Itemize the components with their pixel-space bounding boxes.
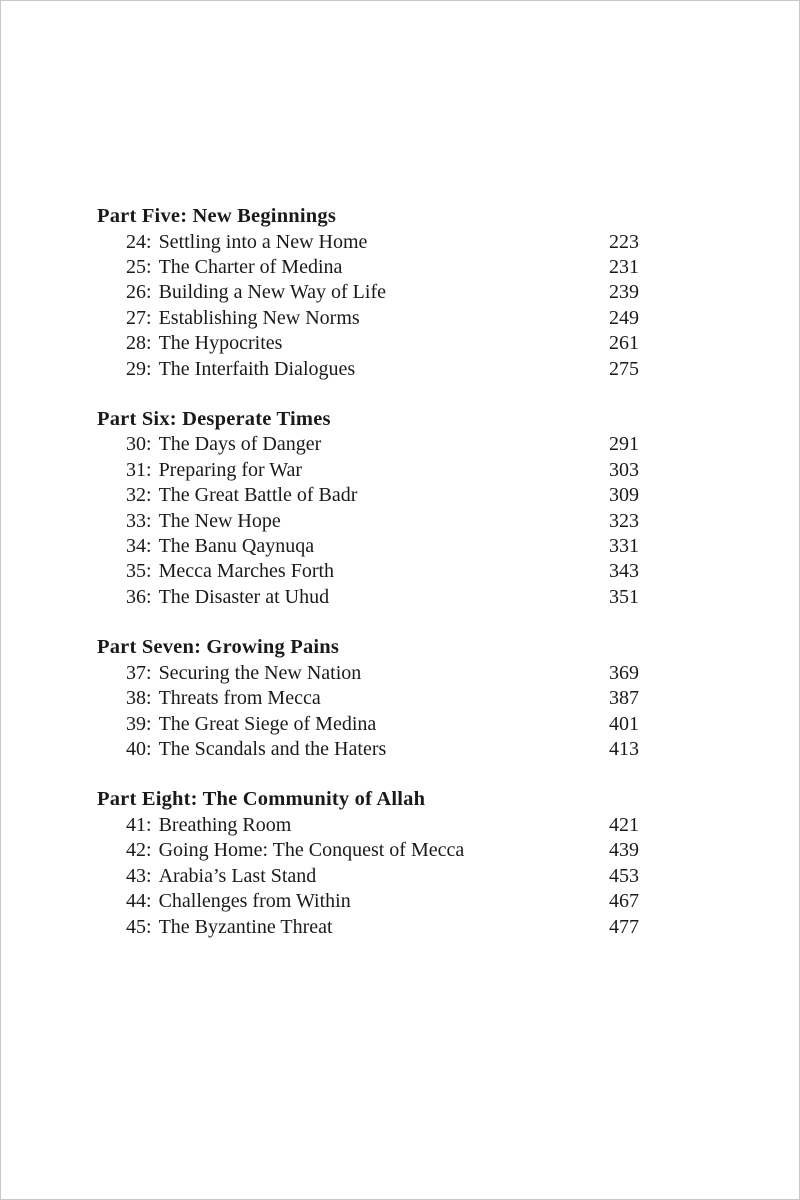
chapter-label bbox=[97, 712, 376, 737]
chapter-label bbox=[97, 864, 316, 889]
toc-section bbox=[97, 635, 639, 762]
page-number: 249 bbox=[609, 306, 639, 329]
page-number: 239 bbox=[609, 281, 639, 304]
page-number: 467 bbox=[609, 890, 639, 913]
chapter-number: 44: bbox=[126, 890, 152, 913]
page-number: 351 bbox=[609, 585, 639, 608]
toc-entry bbox=[97, 331, 639, 356]
chapter-label bbox=[97, 230, 367, 255]
toc-entry bbox=[97, 432, 639, 457]
chapter-label bbox=[97, 509, 281, 534]
page-number: 477 bbox=[609, 915, 639, 938]
section-title: Part Eight: The Community of Allah bbox=[97, 788, 426, 811]
chapter-label bbox=[97, 889, 351, 914]
toc-entry bbox=[97, 509, 639, 534]
toc-entry bbox=[97, 813, 639, 838]
chapter-title: The Disaster at Uhud bbox=[158, 585, 330, 608]
chapter-label bbox=[97, 915, 333, 940]
toc-entry bbox=[97, 889, 639, 914]
chapter-label bbox=[97, 559, 334, 584]
chapter-label bbox=[97, 661, 361, 686]
chapter-title: The Great Siege of Medina bbox=[158, 712, 377, 735]
page-number: 291 bbox=[609, 433, 639, 456]
toc-entry bbox=[97, 230, 639, 255]
chapter-title: Securing the New Nation bbox=[158, 661, 362, 684]
chapter-title: Mecca Marches Forth bbox=[158, 560, 335, 583]
chapter-label bbox=[97, 737, 386, 762]
toc-entry bbox=[97, 483, 639, 508]
chapter-title: Building a New Way of Life bbox=[158, 281, 386, 304]
chapter-number: 25: bbox=[126, 255, 152, 278]
chapter-title: The Hypocrites bbox=[158, 332, 283, 355]
chapter-title: The Charter of Medina bbox=[158, 255, 343, 278]
chapter-title: Arabia’s Last Stand bbox=[158, 864, 317, 887]
toc-entry bbox=[97, 737, 639, 762]
toc-entry bbox=[97, 686, 639, 711]
page-number: 331 bbox=[609, 535, 639, 558]
chapter-number: 41: bbox=[126, 813, 152, 836]
chapter-label bbox=[97, 255, 342, 280]
chapter-title: The New Hope bbox=[158, 509, 281, 532]
chapter-label bbox=[97, 306, 360, 331]
section-title: Part Seven: Growing Pains bbox=[97, 636, 340, 659]
chapter-number: 27: bbox=[126, 306, 152, 329]
chapter-label bbox=[97, 458, 302, 483]
chapter-label bbox=[97, 432, 321, 457]
page-number: 453 bbox=[609, 864, 639, 887]
toc-entry bbox=[97, 864, 639, 889]
chapter-number: 33: bbox=[126, 509, 152, 532]
toc-entry bbox=[97, 458, 639, 483]
page-number: 223 bbox=[609, 230, 639, 253]
chapter-number: 35: bbox=[126, 560, 152, 583]
chapter-label bbox=[97, 357, 355, 382]
chapter-number: 40: bbox=[126, 738, 152, 760]
page-number: 275 bbox=[609, 357, 639, 380]
page-number: 303 bbox=[609, 458, 639, 481]
chapter-number: 42: bbox=[126, 839, 152, 862]
chapter-title: The Interfaith Dialogues bbox=[158, 357, 356, 380]
toc-entry bbox=[97, 255, 639, 280]
chapter-number: 38: bbox=[126, 687, 152, 710]
section-title: Part Six: Desperate Times bbox=[97, 407, 331, 430]
page-number: 369 bbox=[609, 661, 639, 684]
chapter-title: Breathing Room bbox=[158, 813, 292, 836]
chapter-number: 24: bbox=[126, 230, 152, 253]
chapter-title: The Great Battle of Badr bbox=[158, 484, 358, 507]
toc-entry bbox=[97, 838, 639, 863]
chapter-number: 32: bbox=[126, 484, 152, 507]
chapter-title: Settling into a New Home bbox=[158, 230, 368, 253]
page-number: 323 bbox=[609, 509, 639, 532]
chapter-title: The Scandals and the Haters bbox=[158, 738, 387, 760]
table-of-contents bbox=[97, 204, 639, 940]
chapter-title: The Byzantine Threat bbox=[158, 915, 333, 938]
chapter-number: 34: bbox=[126, 535, 152, 558]
page-number: 401 bbox=[609, 712, 639, 735]
chapter-number: 26: bbox=[126, 281, 152, 304]
page-number: 439 bbox=[609, 839, 639, 862]
chapter-number: 31: bbox=[126, 458, 152, 481]
page-number: 261 bbox=[609, 332, 639, 355]
toc-entry bbox=[97, 534, 639, 559]
toc-section bbox=[97, 787, 639, 940]
chapter-number: 45: bbox=[126, 915, 152, 938]
chapter-label bbox=[97, 483, 357, 508]
chapter-number: 29: bbox=[126, 357, 152, 380]
chapter-number: 39: bbox=[126, 712, 152, 735]
chapter-label bbox=[97, 686, 321, 711]
chapter-title: Establishing New Norms bbox=[158, 306, 360, 329]
toc-entry bbox=[97, 585, 639, 610]
chapter-number: 37: bbox=[126, 661, 152, 684]
chapter-number: 28: bbox=[126, 332, 152, 355]
page-number: 387 bbox=[609, 687, 639, 710]
chapter-label bbox=[97, 280, 386, 305]
chapter-title: Challenges from Within bbox=[158, 890, 351, 913]
chapter-number: 43: bbox=[126, 864, 152, 887]
toc-entry bbox=[97, 915, 639, 940]
chapter-label bbox=[97, 585, 329, 610]
chapter-title: Going Home: The Conquest of Mecca bbox=[158, 839, 465, 862]
page-number: 309 bbox=[609, 484, 639, 507]
section-title: Part Five: New Beginnings bbox=[97, 205, 337, 227]
page-number: 231 bbox=[609, 255, 639, 278]
toc-entry bbox=[97, 306, 639, 331]
toc-entry bbox=[97, 559, 639, 584]
chapter-number: 36: bbox=[126, 585, 152, 608]
page-number: 421 bbox=[609, 813, 639, 836]
toc-entry bbox=[97, 280, 639, 305]
chapter-title: The Banu Qaynuqa bbox=[158, 535, 315, 558]
toc-section bbox=[97, 407, 639, 610]
chapter-title: Threats from Mecca bbox=[158, 687, 321, 710]
chapter-title: Preparing for War bbox=[158, 458, 303, 481]
page-number: 343 bbox=[609, 560, 639, 583]
chapter-label bbox=[97, 331, 282, 356]
toc-entry bbox=[97, 357, 639, 382]
chapter-label bbox=[97, 838, 464, 863]
chapter-label bbox=[97, 534, 314, 559]
toc-section bbox=[97, 204, 639, 382]
chapter-label bbox=[97, 813, 291, 838]
toc-entry bbox=[97, 661, 639, 686]
toc-entry bbox=[97, 712, 639, 737]
page-number: 413 bbox=[609, 738, 639, 760]
chapter-title: The Days of Danger bbox=[158, 433, 322, 456]
chapter-number: 30: bbox=[126, 433, 152, 456]
